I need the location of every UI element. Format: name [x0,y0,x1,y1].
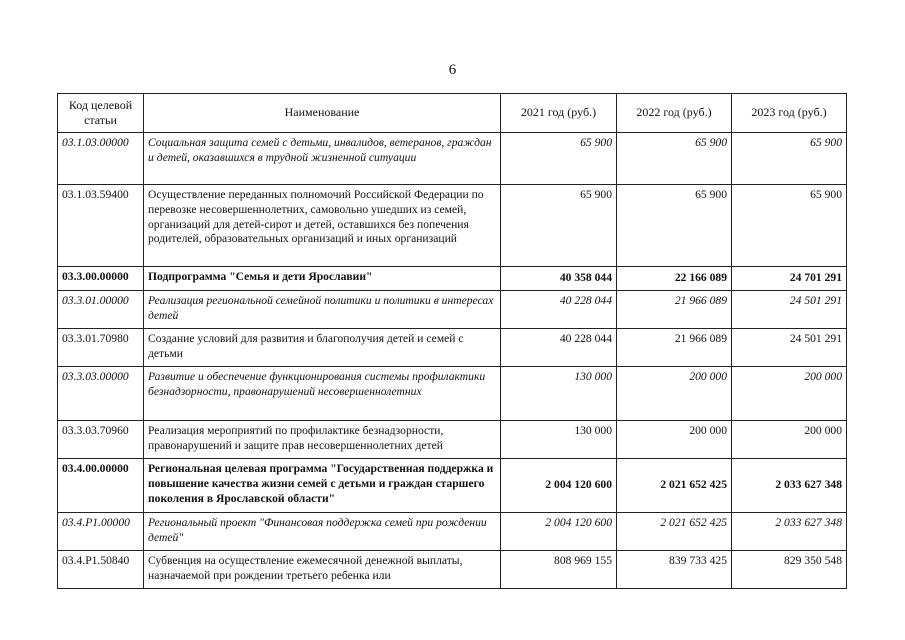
row-2022: 22 166 089 [617,267,732,291]
row-name: Осуществление переданных полномочий Российской Федерации по перевозке несовершеннолетних, самовольно ушедших из семей, организаций для детей-сирот и детей, оставшихся без попечения родителей, образовательных организаций и иных организаций [144,185,501,267]
table-row [58,133,847,185]
row-code: 03.4.P1.50840 [58,551,144,589]
row-name: Реализация региональной семейной политики и политики в интересах детей [144,291,501,329]
row-2022: 65 900 [617,133,732,185]
budget-table [57,93,847,589]
row-2021: 65 900 [501,185,617,267]
row-2021: 40 358 044 [501,267,617,291]
header-2022: 2022 год (руб.) [617,94,732,133]
row-2023: 24 501 291 [732,291,847,329]
page-number: 6 [448,62,457,78]
row-name: Подпрограмма "Семья и дети Ярославии" [144,267,501,291]
row-2023: 65 900 [732,185,847,267]
row-2022: 200 000 [617,421,732,459]
row-name: Социальная защита семей с детьми, инвалидов, ветеранов, граждан и детей, оказавшихся в трудной жизненной ситуации [144,133,501,185]
row-2021: 40 228 044 [501,329,617,367]
row-2023: 2 033 627 348 [732,513,847,551]
header-code: Код целевой статьи [58,94,144,133]
row-2022: 200 000 [617,367,732,421]
table-row [58,329,847,367]
table-header-row [58,94,847,133]
row-2023: 65 900 [732,133,847,185]
row-2021: 2 004 120 600 [501,459,617,513]
header-2021: 2021 год (руб.) [501,94,617,133]
row-code: 03.3.03.00000 [58,367,144,421]
row-2021: 40 228 044 [501,291,617,329]
row-2023: 200 000 [732,421,847,459]
row-name: Развитие и обеспечение функционирования системы профилактики безнадзорности, правонарушений несовершеннолетних [144,367,501,421]
header-name: Наименование [144,94,501,133]
row-2023: 2 033 627 348 [732,459,847,513]
row-2022: 65 900 [617,185,732,267]
row-name: Региональный проект "Финансовая поддержка семей при рождении детей" [144,513,501,551]
row-2023: 829 350 548 [732,551,847,589]
table-row [58,459,847,513]
header-2023: 2023 год (руб.) [732,94,847,133]
row-code: 03.1.03.59400 [58,185,144,267]
row-2021: 808 969 155 [501,551,617,589]
table-row [58,291,847,329]
row-2023: 24 501 291 [732,329,847,367]
row-name: Региональная целевая программа "Государственная поддержка и повышение качества жизни семей с детьми и граждан старшего поколения в Ярославской области" [144,459,501,513]
row-code: 03.3.03.70960 [58,421,144,459]
table-row [58,551,847,589]
row-2021: 130 000 [501,367,617,421]
row-code: 03.3.01.00000 [58,291,144,329]
row-code: 03.4.P1.00000 [58,513,144,551]
row-name: Создание условий для развития и благополучия детей и семей с детьми [144,329,501,367]
row-2021: 130 000 [501,421,617,459]
table-row [58,513,847,551]
table-row [58,185,847,267]
row-2022: 839 733 425 [617,551,732,589]
row-2022: 21 966 089 [617,329,732,367]
row-2021: 65 900 [501,133,617,185]
row-code: 03.3.00.00000 [58,267,144,291]
row-code: 03.3.01.70980 [58,329,144,367]
table-row [58,421,847,459]
row-name: Субвенция на осуществление ежемесячной денежной выплаты, назначаемой при рождении третьего ребенка или [144,551,501,589]
row-2022: 21 966 089 [617,291,732,329]
row-name: Реализация мероприятий по профилактике безнадзорности, правонарушений и защите прав несовершеннолетних детей [144,421,501,459]
table-row [58,267,847,291]
row-code: 03.1.03.00000 [58,133,144,185]
row-2023: 200 000 [732,367,847,421]
table-row [58,367,847,421]
row-2023: 24 701 291 [732,267,847,291]
row-code: 03.4.00.00000 [58,459,144,513]
row-2022: 2 021 652 425 [617,513,732,551]
row-2021: 2 004 120 600 [501,513,617,551]
row-2022: 2 021 652 425 [617,459,732,513]
